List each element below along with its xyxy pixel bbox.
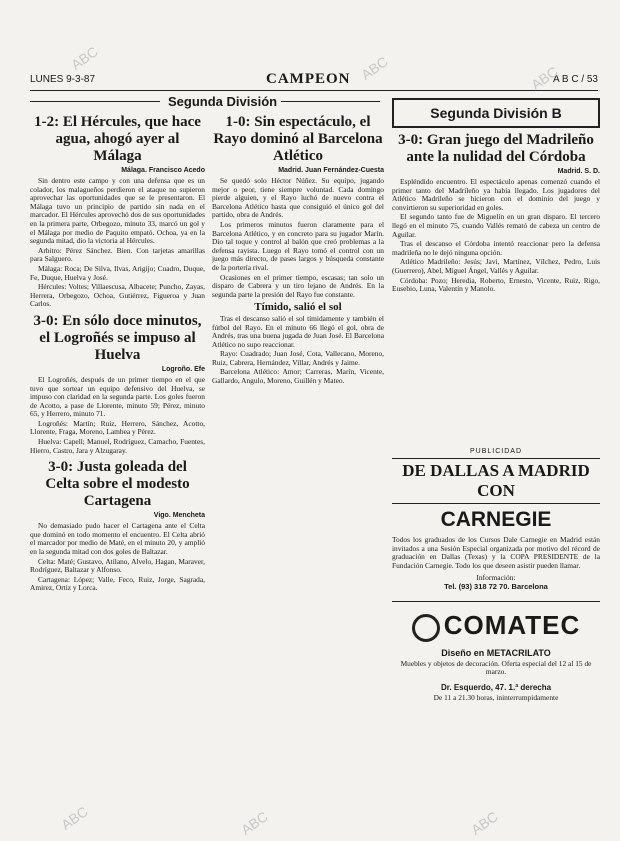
comatec-address: Dr. Esquerdo, 47. 1.ª derecha: [440, 682, 552, 692]
comatec-text: Muebles y objetos de decoración. Oferta especial del 12 al 15 de marzo.: [400, 658, 592, 677]
article-paragraph: Los primeros minutos fueron claramente para el Barcelona Atlético, y en concreto para su jugador Marín. Dio tal toque y control al balón que creó problemas a la defensa rayista. Luego el Rayo tomó el control con un juego más directo, de pases largos y búsqueda constante de la portería rival.: [212, 219, 384, 272]
page-header: [30, 71, 598, 88]
comatec-circle-icon: [412, 614, 440, 642]
ad-info-label: Información:: [476, 573, 516, 583]
article-paragraph: El Logroñés, después de un primer tiempo en el que tuvo que sortear un equipo defensivo del Huelva, se impuso con claridad en la segunda parte. Los goles fueron de Acotto, a pase de Llorente, minuto 59; Pérez, minuto 65, y Herrero, minuto 71.: [30, 374, 205, 419]
comatec-title: Diseño en METACRILATO: [441, 647, 551, 658]
header-page-number: A B C / 53: [552, 74, 598, 85]
watermark: ABC: [468, 808, 501, 838]
byline-hercules: Málaga. Francisco Acedo: [121, 167, 205, 174]
header-newspaper-section: CAMPEON: [266, 71, 351, 87]
segunda-b-box: Segunda División B: [392, 98, 600, 128]
comatec-logo: COMATEC: [392, 610, 600, 641]
article-paragraph: Tras el descanso el Córdoba intentó reaccionar pero la defensa madrileña no le dejó ninguna opción.: [392, 239, 600, 257]
comatec-advertisement: [392, 601, 600, 702]
ad-label: PUBLICIDAD: [469, 448, 522, 455]
article-lineup: Hércules: Voltes; Villaescusa, Albacete; Puncho, Zayas, Herrera, Orbegozo, Ochoa, Gutiérrez, Figueroa y Juan Carlos.: [30, 282, 205, 309]
column-2: [212, 110, 384, 835]
article-paragraph: No demasiado pudo hacer el Cartagena ante el Celta que dominó en todo momento el encuentro. El Celta abrió el marcador por medio de Maté, en el minuto 20, y amplió en la segunda mitad con dos goles de Baltazar.: [30, 521, 205, 557]
subheading-sol: Tímido, salió el sol: [254, 301, 342, 314]
byline-logrones: Logroño. Efe: [161, 365, 205, 373]
headline-rayo: 1-0: Sin espectáculo, el Rayo dominó al Barcelona Atlético: [213, 114, 383, 164]
headline-hercules: 1-2: El Hércules, que hace agua, ahogó ayer al Málaga: [34, 114, 201, 164]
article-lineup: Rayo: Cuadrado; Juan José, Cota, Vallecano, Moreno, Ruiz, Cabrera, Hernández, Villar, Andrés y Jaime.: [212, 349, 384, 367]
article-lineup: Logroñés: Martín; Ruiz, Herrero, Sánchez, Acotto, Llorente, Fraga, Moreno, Lambea y Pérez.: [30, 418, 205, 437]
byline-celta: Vigo. Mencheta: [153, 512, 205, 520]
section-rule-left: [30, 101, 160, 102]
watermark: ABC: [528, 63, 561, 93]
byline-madrileno: Madrid. S. D.: [557, 168, 600, 175]
section-rule-right: [280, 101, 380, 102]
ad-brand: CARNEGIE: [440, 508, 552, 531]
headline-madrileno: 3-0: Gran juego del Madrileño ante la nulidad del Córdoba: [398, 132, 594, 165]
header-date: LUNES 9-3-87: [30, 74, 96, 85]
column-3: [392, 98, 600, 443]
carnegie-advertisement: [392, 448, 600, 826]
article-paragraph: Se quedó solo Héctor Núñez. Su equipo, jugando mejor o peor, tiene siempre voluntad. Cada domingo pierde alguien, y el Rayo luchó de nuevo contra el Barcelona Atlético hasta que consiguió el único gol del partido, obra de Andrés.: [212, 176, 384, 220]
article-lineup: Celta: Maté; Gustavo, Atilano, Alvelo, Hagan, Maraver, Rodríguez, Baltazar y Alfonso.: [30, 556, 205, 575]
article-lineup: Atlético Madrileño: Jesús; Javi, Martínez, Vílchez, Pedro, Luis (Guerrero), Abel, Miguel Ángel, Vallés y Aguilar.: [392, 257, 600, 275]
article-paragraph: El segundo tanto fue de Miguelín en un gran disparo. El tercero llegó en el minuto 75, cuando Vallés remató de cabeza un centro de Aguilar.: [392, 212, 600, 239]
watermark: ABC: [68, 43, 101, 73]
article-paragraph: Arbitro: Pérez Sánchez. Bien. Con tarjetas amarillas para Salguero.: [30, 245, 205, 264]
section-title: Segunda División: [164, 94, 281, 109]
watermark: ABC: [58, 803, 91, 833]
article-paragraph: Tras el descanso salió el sol tímidamente y también el fútbol del Rayo. En el minuto 66 llegó el gol, obra de Andrés, tras una buena jugada de Juan José. El Barcelona Atlético no supo reaccionar.: [212, 313, 384, 349]
ad-telephone: Tel. (93) 318 72 70. Barcelona: [444, 582, 548, 592]
column-1: [30, 110, 205, 835]
ad-headline: DE DALLAS A MADRID CON: [392, 458, 600, 504]
article-lineup: Málaga: Roca; De Silva, Ilvas, Arigijo; Cuadro, Duque, Fe, Duque, Huelva y José.: [30, 263, 205, 282]
comatec-hours: De 11 a 21.30 horas, ininterrumpidamente: [433, 692, 559, 702]
header-rule: [30, 90, 598, 91]
article-paragraph: Espléndido encuentro. El espectáculo apenas comenzó cuando el primer tanto del Madrileño ya había llegado. Los jugadores del Atlético Madrileño se hicieron con el dominio del juego y convirtieron su superioridad en goles.: [392, 177, 600, 212]
article-lineup: Barcelona Atlético: Amor; Carreras, Marín, Vicente, Gallardo, Angulo, Moreno, Guillén y Mateo.: [212, 367, 384, 386]
headline-celta: 3-0: Justa goleada del Celta sobre el modesto Cartagena: [45, 459, 190, 510]
byline-rayo: Madrid. Juan Fernández-Cuesta: [278, 167, 384, 174]
article-lineup: Cartagena: López; Valle, Feco, Ruiz, Jorge, Sagrada, Amirez, Ortiz y Lorca.: [30, 574, 205, 593]
article-lineup: Córdoba: Pozo; Heredia, Roberto, Ernesto, Vicente, Ruiz, Rigo, Eusebio, Luna, Valentín y Manolo.: [392, 275, 600, 294]
article-paragraph: Sin dentro este campo y con una defensa que es un colador, los malagueños perdieron el ataque no supieron aprovechar las oportunidades que se le presentaron. El Málaga tuvo un principio de partido sin nada en el marcador. El Hércules aprovechó dos de sus oportunidades en la primera parte, Orbegozo, minuto 33, marcó un gol y el Málaga por medio de Paquito empató. Ochoa, ya en la segunda mitad, dio la victoria al Hércules.: [30, 176, 205, 246]
ad-text: Todos los graduados de los Cursos Dale Carnegie en Madrid están invitados a una Sesión Especial organizada por motivo del récord de graduación en Dallas (Texas) y la COPA PRESIDENTE de la Fundación Carnegie. Todo los que deseen asistir pueden llamar.: [392, 535, 600, 570]
watermark: ABC: [358, 53, 391, 83]
headline-logrones: 3-0: En sólo doce minutos, el Logroñés se impuso al Huelva: [33, 312, 202, 363]
article-lineup: Huelva: Capell; Manuel, Rodríguez, Camacho, Fuentes, Hierro, Castro, Jara y Alzugaray.: [30, 437, 205, 455]
article-paragraph: Ocasiones en el primer tiempo, escasas; tan solo un disparo de Cabrera y un tiro lejano de Andrés. En la segunda parte la presión del Rayo fue constante.: [212, 272, 384, 299]
watermark: ABC: [238, 808, 271, 838]
